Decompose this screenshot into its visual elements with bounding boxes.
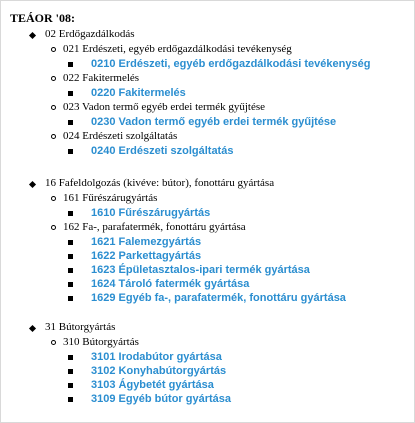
- link-1623[interactable]: 1623 Épületasztalos-ipari termék gyártása: [91, 264, 310, 276]
- sub-label-310: 310 Bútorgyártás: [63, 336, 139, 348]
- link-1621[interactable]: 1621 Falemezgyártás: [91, 236, 202, 248]
- sub-label-161: 161 Fűrészárugyártás: [63, 192, 158, 204]
- link-3109[interactable]: 3109 Egyéb bútor gyártása: [91, 393, 232, 405]
- sub-label-024: 024 Erdészeti szolgáltatás: [63, 130, 178, 142]
- level3-bullet-icon: [68, 397, 73, 402]
- level2-bullet-icon: [51, 47, 56, 52]
- level3-bullet-icon: [68, 254, 73, 259]
- level3-bullet-icon: [68, 383, 73, 388]
- level3-bullet-icon: [68, 91, 73, 96]
- link-3103[interactable]: 3103 Ágybetét gyártása: [91, 379, 214, 391]
- link-1610[interactable]: 1610 Fűrészárugyártás: [91, 207, 211, 219]
- level3-bullet-icon: [68, 369, 73, 374]
- link-0210[interactable]: 0210 Erdészeti, egyéb erdőgazdálkodási tevékenység: [91, 58, 371, 70]
- group-label-16: 16 Fafeldolgozás (kivéve: bútor), fonottáru gyártása: [45, 177, 275, 189]
- link-0220[interactable]: 0220 Fakitermelés: [91, 87, 186, 99]
- group-label-02: 02 Erdőgazdálkodás: [45, 28, 135, 40]
- link-3101[interactable]: 3101 Irodabútor gyártása: [91, 351, 222, 363]
- link-1622[interactable]: 1622 Parkettagyártás: [91, 250, 202, 262]
- group-label-31: 31 Bútorgyártás: [45, 321, 116, 333]
- level3-bullet-icon: [68, 62, 73, 67]
- level2-bullet-icon: [51, 225, 56, 230]
- level3-bullet-icon: [68, 296, 73, 301]
- link-1624[interactable]: 1624 Tároló fatermék gyártása: [91, 278, 250, 290]
- sub-label-162: 162 Fa-, parafatermék, fonottáru gyártása: [63, 221, 246, 233]
- level3-bullet-icon: [68, 211, 73, 216]
- level3-bullet-icon: [68, 268, 73, 273]
- link-0240[interactable]: 0240 Erdészeti szolgáltatás: [91, 145, 234, 157]
- level2-bullet-icon: [51, 340, 56, 345]
- level1-bullet-icon: [29, 32, 36, 39]
- level3-bullet-icon: [68, 149, 73, 154]
- level2-bullet-icon: [51, 76, 56, 81]
- level3-bullet-icon: [68, 282, 73, 287]
- link-3102[interactable]: 3102 Konyhabútorgyártás: [91, 365, 227, 377]
- level2-bullet-icon: [51, 105, 56, 110]
- sub-label-021: 021 Erdészeti, egyéb erdőgazdálkodási tevékenység: [63, 43, 292, 55]
- level3-bullet-icon: [68, 120, 73, 125]
- page-title: TEÁOR '08:: [10, 11, 76, 25]
- sub-label-022: 022 Fakitermelés: [63, 72, 140, 84]
- link-0230[interactable]: 0230 Vadon termő egyéb erdei termék gyűjtése: [91, 116, 337, 128]
- sub-label-023: 023 Vadon termő egyéb erdei termék gyűjtése: [63, 101, 266, 113]
- level1-bullet-icon: [29, 325, 36, 332]
- level1-bullet-icon: [29, 181, 36, 188]
- link-1629[interactable]: 1629 Egyéb fa-, parafatermék, fonottáru gyártása: [91, 292, 346, 304]
- level2-bullet-icon: [51, 196, 56, 201]
- level3-bullet-icon: [68, 355, 73, 360]
- level2-bullet-icon: [51, 134, 56, 139]
- level3-bullet-icon: [68, 240, 73, 245]
